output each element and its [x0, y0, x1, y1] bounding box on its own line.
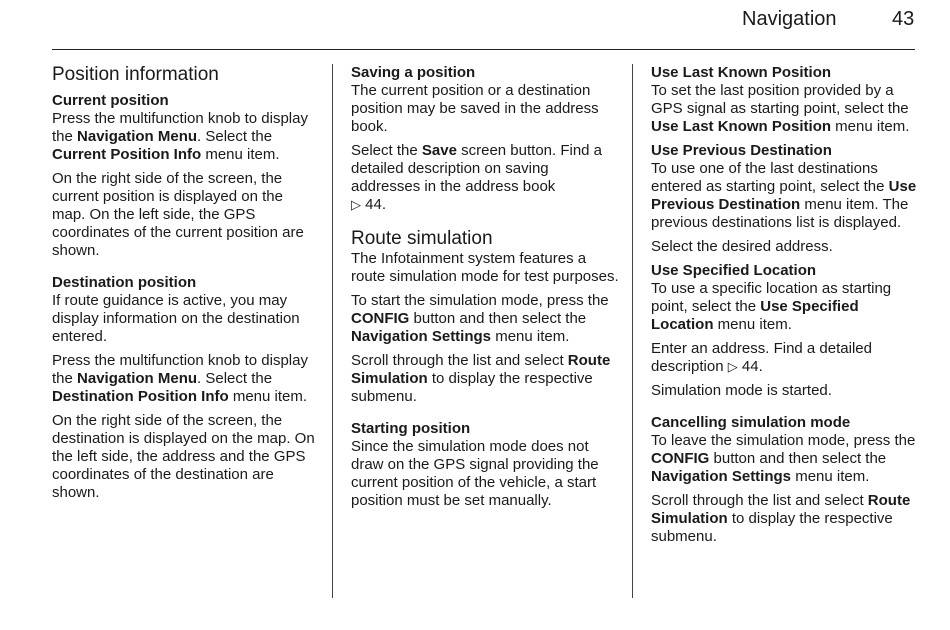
button-name: CONFIG: [351, 310, 410, 327]
paragraph-destination-intro: If route guidance is active, you may display information on the destination entered.: [52, 292, 300, 345]
column-divider-2: [632, 64, 633, 598]
menu-item-name: Destination Position Info: [52, 388, 229, 405]
subheading-use-specified-location: Use Specified Location: [651, 262, 817, 279]
button-name: CONFIG: [651, 450, 710, 467]
header-divider: [52, 49, 915, 50]
column-1: [52, 64, 320, 508]
column-2: [351, 64, 619, 516]
menu-item-name: Navigation Settings: [351, 328, 492, 345]
paragraph-current-position-description: On the right side of the screen, the current position is displayed on the map. On the left side, the GPS coordinates of the current position are shown.: [52, 170, 304, 259]
paragraph-enter-address: Enter an address. Find a detailed description ▷ 44.: [651, 340, 872, 375]
section-heading-position-information: Position information: [52, 64, 219, 85]
paragraph-specified-location: To use a specific location as starting point, select the Use Specified Location menu item.: [651, 280, 892, 333]
paragraph-destination-description: On the right side of the screen, the destination is displayed on the map. On the left side, the address and the GPS coordinates of the destination are shown.: [52, 412, 315, 501]
subheading-destination-position: Destination position: [52, 274, 197, 291]
paragraph-starting-position: Since the simulation mode does not draw on the GPS signal providing the current position of the vehicle, a start position must be set manually.: [351, 438, 599, 509]
menu-item-name: Current Position Info: [52, 146, 202, 163]
menu-item-name: Use Specified Location: [651, 298, 859, 333]
running-header-title: Navigation: [742, 8, 837, 30]
menu-item-name: Route Simulation: [351, 352, 611, 387]
subheading-use-last-known-position: Use Last Known Position: [651, 64, 832, 81]
menu-item-name: Use Previous Destination: [651, 178, 917, 213]
paragraph-simulation-started: Simulation mode is started.: [651, 382, 832, 399]
paragraph-leave-simulation: To leave the simulation mode, press the CONFIG button and then select the Navigation Settings menu item.: [651, 432, 916, 485]
paragraph-last-known-position: To set the last position provided by a GPS signal as starting point, select the Use Last Known Position menu item.: [651, 82, 910, 135]
menu-item-name: Route Simulation: [651, 492, 911, 527]
cross-reference-arrow-icon: ▷: [351, 197, 361, 212]
paragraph-current-position-instructions: Press the multifunction knob to display the Navigation Menu. Select the Current Position Info menu item.: [52, 110, 308, 163]
subheading-starting-position: Starting position: [351, 420, 471, 437]
paragraph-route-intro: The Infotainment system features a route simulation mode for test purposes.: [351, 250, 619, 285]
cross-reference-arrow-icon: ▷: [727, 359, 738, 374]
menu-item-name: Use Last Known Position: [651, 118, 832, 135]
menu-item-name: Navigation Settings: [651, 468, 792, 485]
subheading-cancelling-simulation: Cancelling simulation mode: [651, 414, 851, 431]
subheading-saving-position: Saving a position: [351, 64, 476, 81]
menu-name: Navigation Menu: [77, 370, 198, 387]
section-heading-route-simulation: Route simulation: [351, 228, 493, 249]
page-number: 43: [892, 8, 915, 30]
page-reference: 44.: [361, 196, 387, 213]
paragraph-select-address: Select the desired address.: [651, 238, 833, 255]
button-name: Save: [421, 142, 457, 159]
paragraph-saving-intro: The current position or a destination position may be saved in the address book.: [351, 82, 599, 135]
paragraph-select-route-simulation-cancel: Scroll through the list and select Route Simulation to display the respective submenu.: [651, 492, 911, 545]
paragraph-start-simulation: To start the simulation mode, press the CONFIG button and then select the Navigation Settings menu item.: [351, 292, 609, 345]
paragraph-previous-destination: To use one of the last destinations entered as starting point, select the Use Previous Destination menu item. The previous destinations list is displayed.: [651, 160, 917, 231]
paragraph-destination-instructions: Press the multifunction knob to display the Navigation Menu. Select the Destination Position Info menu item.: [52, 352, 308, 405]
page-reference: 44.: [737, 358, 763, 375]
paragraph-saving-instructions: Select the Save screen button. Find a detailed description on saving addresses in the address book ▷ 44.: [351, 142, 603, 213]
subheading-use-previous-destination: Use Previous Destination: [651, 142, 832, 159]
column-3: [651, 64, 919, 552]
column-divider-1: [332, 64, 333, 598]
subheading-current-position: Current position: [52, 92, 169, 109]
menu-name: Navigation Menu: [77, 128, 198, 145]
paragraph-select-route-simulation: Scroll through the list and select Route Simulation to display the respective submenu.: [351, 352, 611, 405]
